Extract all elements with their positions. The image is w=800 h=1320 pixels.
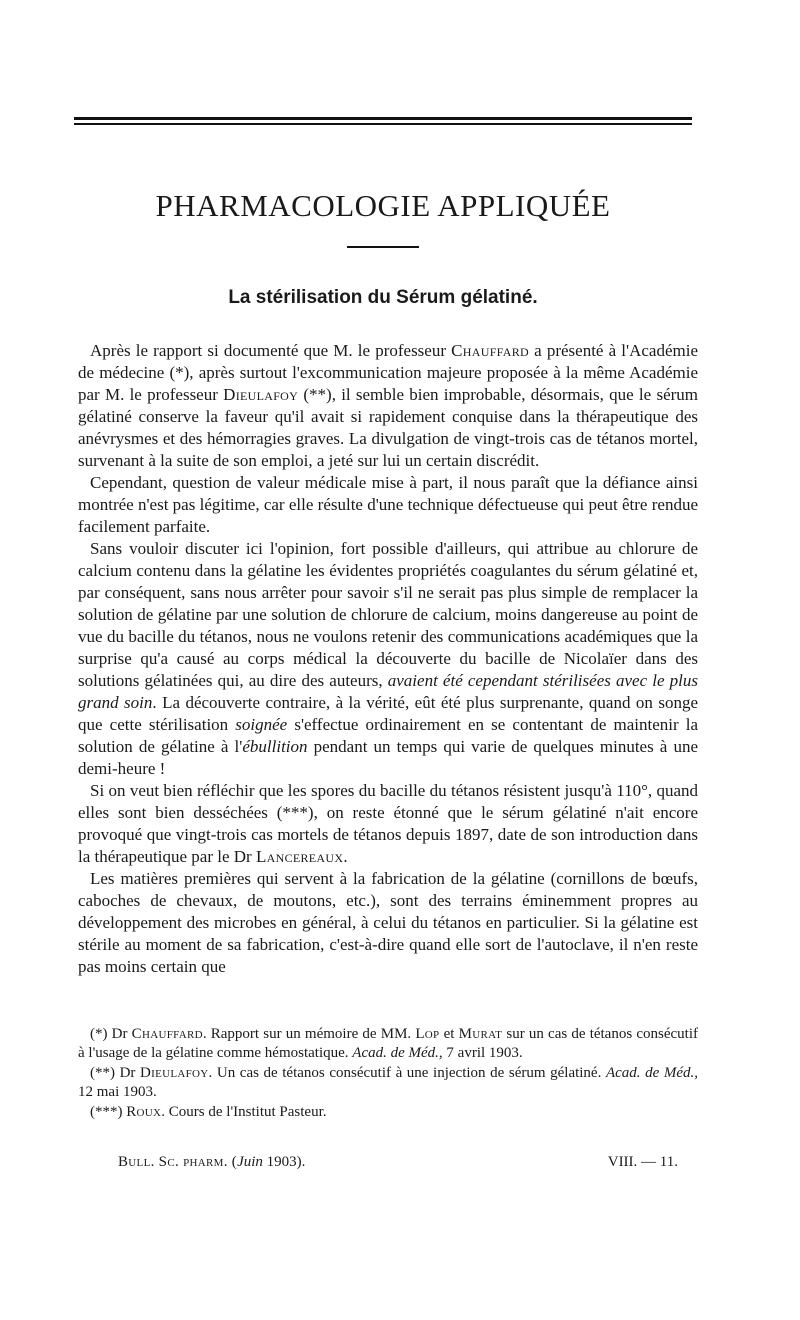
journal-citation: Bull. Sc. pharm. (Juin 1903). [118, 1154, 306, 1170]
running-footer [118, 1154, 678, 1171]
paragraph-1: Après le rapport si documenté que M. le professeur Chauffard a présenté à l'Académie de médecine (*), après surtout l'excommunication majeure proposée à la même Académie par M. le professeur Dieulafoy (**), il semble bien improbable, désormais, que le sérum gélatiné conserve la faveur qu'il avait si rapidement conquise dans la thérapeutique des anévrysmes et des hémorragies graves. La divulgation de vingt-trois cas de tétanos mortel, survenant à la suite de son emploi, a jeté sur lui un certain discrédit. [78, 341, 698, 470]
paragraph-2: Cependant, question de valeur médicale mise à part, il nous paraît que la défiance ainsi montrée n'est pas légitime, car elle résulte d'une technique défectueuse qui peut être rendue facilement parfaite. [78, 473, 698, 536]
author-name: Chauffard [451, 341, 529, 360]
article-body [78, 340, 698, 978]
page-number: VIII. — 11. [607, 1154, 678, 1170]
footnote-2: (**) Dr Dieulafoy. Un cas de tétanos consécutif à une injection de sérum gélatiné. Acad. de Méd., 12 mai 1903. [78, 1065, 698, 1100]
top-rule-thin [74, 123, 692, 125]
top-rule-thick [74, 117, 692, 120]
section-title: PHARMACOLOGIE APPLIQUÉE [155, 188, 611, 223]
author-name: Lancereaux [255, 847, 344, 866]
footnote-1: (*) Dr Chauffard. Rapport sur un mémoire de MM. Lop et Murat sur un cas de tétanos consécutif à l'usage de la gélatine comme hémostatique. Acad. de Méd., 7 avril 1903. [78, 1026, 698, 1061]
footnote-3: (***) Roux. Cours de l'Institut Pasteur. [90, 1104, 327, 1120]
footnotes [78, 1025, 698, 1123]
article-title: La stérilisation du Sérum gélatiné. [228, 287, 538, 308]
paragraph-4: Si on veut bien réfléchir que les spores du bacille du tétanos résistent jusqu'à 110°, quand elles sont bien desséchées (***), on reste étonné que le sérum gélatiné n'ait encore provoqué que vingt-trois cas mortels de tétanos depuis 1897, date de son introduction dans la thérapeutique par le Dr Lancereaux. [78, 781, 698, 866]
author-name: Dieulafoy [223, 385, 299, 404]
paragraph-5: Les matières premières qui servent à la fabrication de la gélatine (cornillons de bœufs, caboches de chevaux, de moutons, etc.), sont des terrains éminemment propres au développement des microbes en général, à celui du tétanos en particulier. Si la gélatine est stérile au moment de sa fabrication, c'est-à-dire quand elle sort de l'autoclave, il n'en reste pas moins certain que [78, 869, 698, 976]
paragraph-3: Sans vouloir discuter ici l'opinion, fort possible d'ailleurs, qui attribue au chlorure de calcium contenu dans la gélatine les évidentes propriétés coagulantes du sérum gélatiné et, par conséquent, sans nous arrêter pour savoir s'il ne serait pas plus simple de remplacer la solution de gélatine par une solution de chlorure de calcium, moins dangereuse au point de vue du bacille du tétanos, nous ne voulons retenir des communications académiques que la surprise qu'a causé au corps médical la découverte du bacille de Nicolaïer dans des solutions gélatinées qui, au dire des auteurs, avaient été cependant stérilisées avec le plus grand soin. La découverte contraire, à la vérité, eût été plus surprenante, quand on songe que cette stérilisation soignée s'effectue ordinairement en se contentant de maintenir la solution de gélatine à l'ébullition pendant un temps qui varie de quelques minutes à une demi-heure ! [78, 539, 699, 778]
title-divider [347, 246, 419, 248]
